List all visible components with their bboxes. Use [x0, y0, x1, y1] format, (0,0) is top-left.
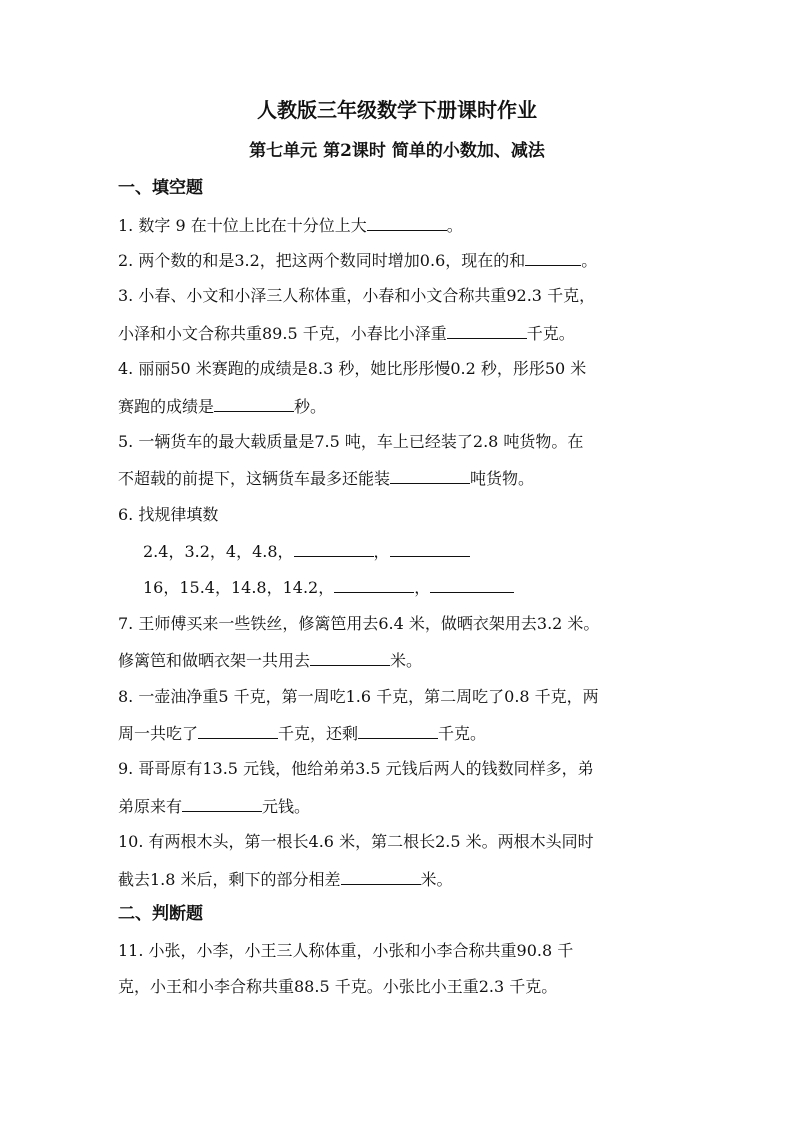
question-7-line-1: 7. 王师傅买来一些铁丝，修篱笆用去6.4 米，做晒衣架用去3.2 米。 [118, 614, 600, 633]
answer-blank[interactable] [294, 538, 374, 557]
question-6-sequence-2: 16，15.4，14.8，14.2， ， [143, 574, 514, 601]
question-9-line-2: 弟原来有 元钱。 [118, 793, 310, 820]
question-10-line-1: 10. 有两根木头，第一根长4.6 米，第二根长2.5 米。两根木头同时 [118, 832, 594, 851]
question-3-line-2: 小泽和小文合称共重89.5 千克，小春比小泽重 千克。 [118, 320, 575, 347]
question-2: 2. 两个数的和是3.2，把这两个数同时增加0.6，现在的和 。 [118, 247, 597, 274]
answer-blank[interactable] [390, 538, 470, 557]
question-11-line-1: 11. 小张，小李，小王三人称体重，小张和小李合称共重90.8 千 [118, 941, 574, 960]
answer-blank[interactable] [341, 866, 421, 885]
question-1: 1. 数字 9 在十位上比在十分位上大 。 [118, 212, 463, 239]
question-11-line-2: 克，小王和小李合称共重88.5 千克。小张比小王重2.3 千克。 [118, 977, 558, 996]
section-true-false: 二、判断题 [118, 904, 203, 924]
question-4-line-1: 4. 丽丽50 米赛跑的成绩是8.3 秒，她比彤彤慢0.2 秒，彤彤50 米 [118, 359, 587, 378]
answer-blank[interactable] [447, 320, 527, 339]
page-subtitle: 第七单元 第2课时 简单的小数加、减法 [249, 141, 545, 161]
question-5-line-2: 不超载的前提下，这辆货车最多还能装 吨货物。 [118, 465, 534, 492]
answer-blank[interactable] [367, 212, 447, 231]
answer-blank[interactable] [310, 647, 390, 666]
answer-blank[interactable] [358, 720, 438, 739]
answer-blank[interactable] [182, 793, 262, 812]
question-8-line-1: 8. 一壶油净重5 千克，第一周吃1.6 千克，第二周吃了0.8 千克，两 [118, 687, 599, 706]
question-9-line-1: 9. 哥哥原有13.5 元钱，他给弟弟3.5 元钱后两人的钱数同样多，弟 [118, 759, 594, 778]
question-6: 6. 找规律填数 [118, 505, 219, 524]
answer-blank[interactable] [214, 393, 294, 412]
question-6-sequence-1: 2.4，3.2，4，4.8， ， [143, 538, 470, 565]
question-10-line-2: 截去1.8 米后，剩下的部分相差 米。 [118, 866, 453, 893]
section-fill-blank: 一、填空题 [118, 178, 203, 198]
question-4-line-2: 赛跑的成绩是 秒。 [118, 393, 326, 420]
answer-blank[interactable] [430, 574, 514, 593]
question-7-line-2: 修篱笆和做晒衣架一共用去 米。 [118, 647, 422, 674]
answer-blank[interactable] [390, 465, 470, 484]
question-8-line-2: 周一共吃了 千克，还剩 千克。 [118, 720, 486, 747]
page-title: 人教版三年级数学下册课时作业 [257, 98, 537, 122]
question-5-line-1: 5. 一辆货车的最大载质量是7.5 吨，车上已经装了2.8 吨货物。在 [118, 432, 584, 451]
answer-blank[interactable] [198, 720, 278, 739]
question-3-line-1: 3. 小春、小文和小泽三人称体重，小春和小文合称共重92.3 千克， [118, 286, 596, 305]
answer-blank[interactable] [525, 247, 581, 266]
answer-blank[interactable] [334, 574, 414, 593]
